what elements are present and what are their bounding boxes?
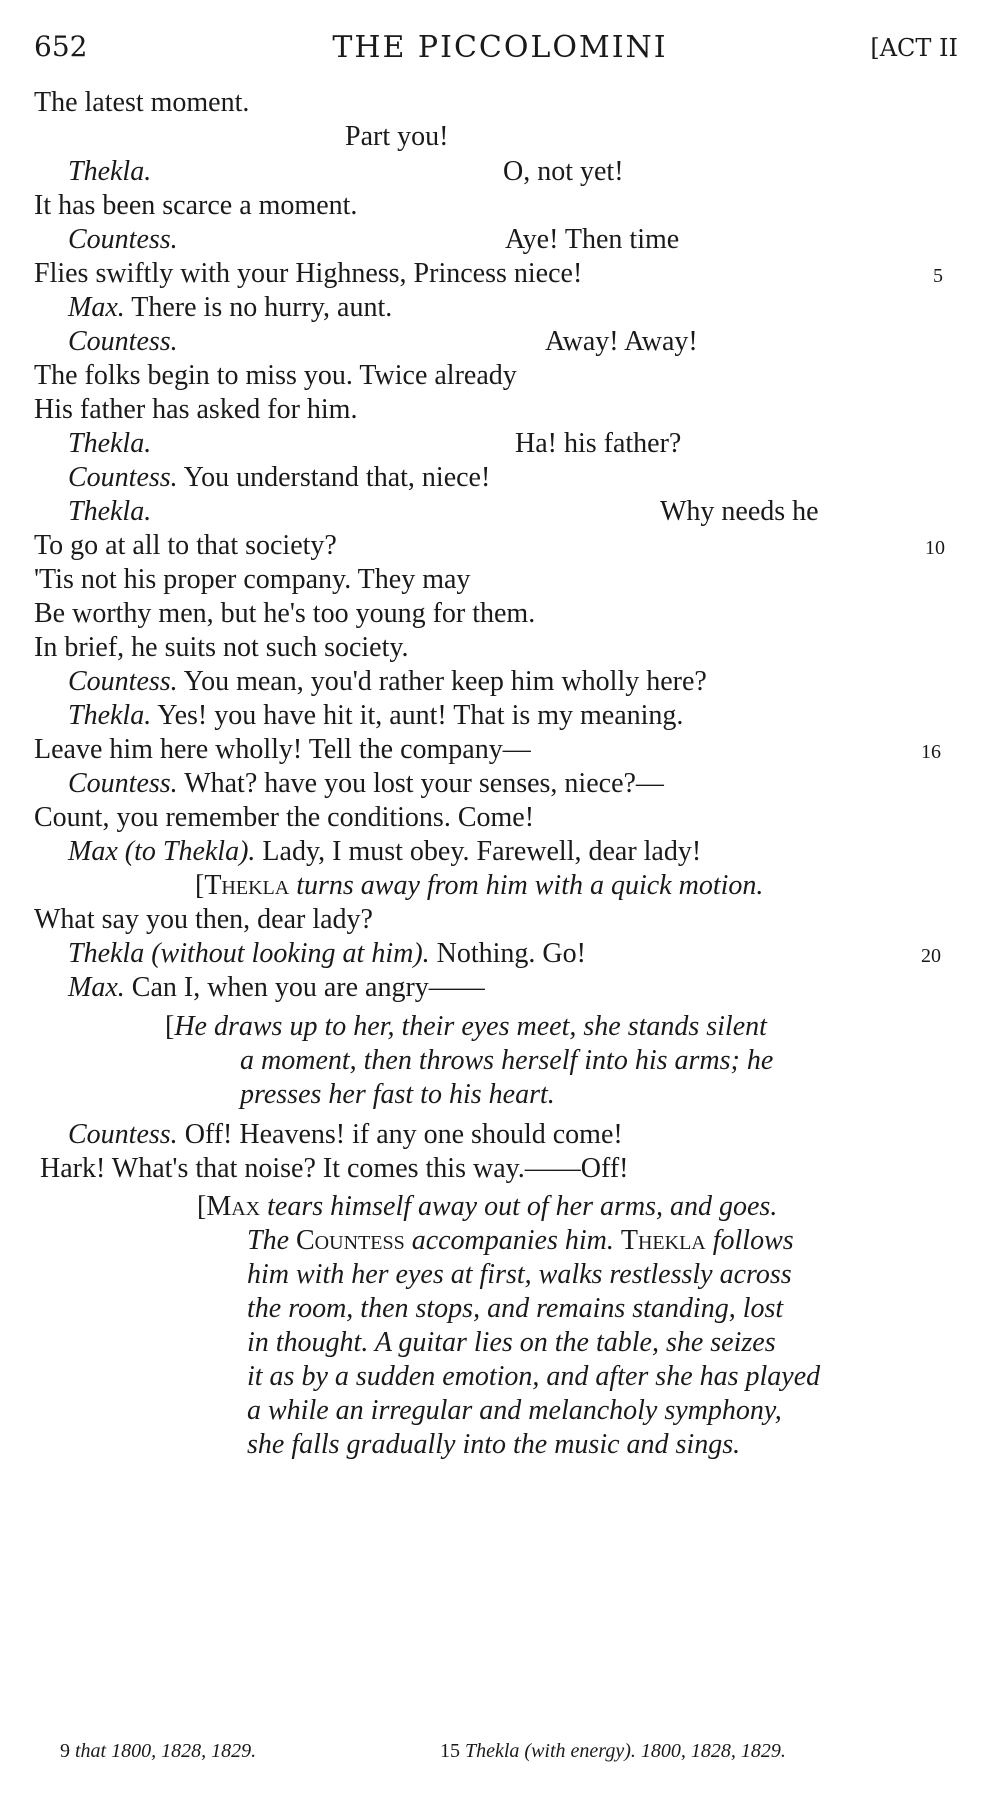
footnote-text: that 1800, 1828, 1829. (75, 1740, 257, 1762)
stage-direction-text: a moment, then throws herself into his arms; he (240, 1045, 774, 1076)
line-number: 20 (921, 945, 941, 967)
speech (68, 665, 707, 699)
character-name: Max (206, 1191, 261, 1222)
footnote-number: 9 (60, 1740, 70, 1762)
verse-line: The latest moment. (34, 87, 250, 118)
speaker-name: Countess. (68, 1119, 178, 1150)
line-number: 16 (921, 741, 941, 763)
verse-line: Part you! (345, 121, 449, 152)
footnote (60, 1740, 256, 1763)
speech-text: Nothing. Go! (436, 938, 586, 969)
speech-text: There is no hurry, aunt. (131, 292, 393, 323)
verse-line: Count, you remember the conditions. Come! (34, 802, 535, 833)
speech (68, 699, 683, 733)
speech (68, 937, 586, 971)
speaker-name: Thekla. (68, 156, 152, 187)
act-marker: [ACT II (870, 34, 958, 62)
speech (68, 291, 392, 325)
speech-text: Off! Heavens! if any one should come! (184, 1119, 623, 1150)
stage-direction: [Thekla turns away from him with a quick motion. (195, 870, 764, 901)
speaker-name: Thekla. (68, 428, 152, 459)
stage-direction-text: a while an irregular and melancholy symphony, (247, 1395, 782, 1426)
verse-line: Away! Away! (545, 326, 698, 357)
stage-direction-text: the room, then stops, and remains standing, lost (247, 1293, 784, 1324)
footnote-number: 15 (440, 1740, 460, 1762)
verse-line: Why needs he (660, 496, 819, 527)
speaker-name: Thekla. (68, 700, 152, 731)
speaker-name: Thekla (68, 938, 145, 969)
stage-direction-text: He draws up to her, their eyes meet, she stands silent (174, 1011, 767, 1042)
verse-line: Leave him here wholly! Tell the company— (34, 734, 531, 765)
character-name: Thekla (204, 870, 290, 901)
speaker-name: Countess. (68, 768, 178, 799)
speaker-name: Max. (68, 972, 125, 1003)
verse-line: To go at all to that society? (34, 530, 337, 561)
stage-direction (247, 1224, 794, 1258)
stage-direction-text: it as by a sudden emotion, and after she has played (247, 1361, 821, 1392)
verse-line: Ha! his father? (515, 428, 682, 459)
stage-direction-text: she falls gradually into the music and sings. (247, 1429, 741, 1460)
stage-direction-inline: (without looking at him). (151, 938, 430, 969)
stage-direction-text: turns away from him with a quick motion. (296, 870, 764, 901)
character-name: Countess (296, 1225, 405, 1256)
speaker-name: Countess. (68, 462, 178, 493)
footnote-text: Thekla (with energy). 1800, 1828, 1829. (465, 1740, 786, 1762)
verse-line: 'Tis not his proper company. They may (34, 564, 471, 595)
speech (68, 971, 485, 1005)
speaker-name: Countess. (68, 666, 178, 697)
speech-text: Can I, when you are angry—— (131, 972, 485, 1003)
stage-direction-inline: (to Thekla). (124, 836, 256, 867)
footnotes (0, 1740, 1000, 1770)
verse-line: Flies swiftly with your Highness, Princess niece! (34, 258, 583, 289)
speech (68, 461, 490, 495)
speech-text: What? have you lost your senses, niece?— (184, 768, 664, 799)
stage-direction-text: him with her eyes at first, walks restlessly across (247, 1259, 792, 1290)
verse-line: In brief, he suits not such society. (34, 632, 409, 663)
character-name: Thekla (620, 1225, 706, 1256)
verse-line: Be worthy men, but he's too young for them. (34, 598, 536, 629)
stage-direction: [He draws up to her, their eyes meet, she stands silent (165, 1011, 767, 1042)
stage-direction-text: tears himself away out of her arms, and goes. (267, 1191, 778, 1222)
speaker-name: Thekla. (68, 496, 152, 527)
stage-direction-text: in thought. A guitar lies on the table, she seizes (247, 1327, 776, 1358)
stage-direction-text: accompanies him. (411, 1225, 614, 1256)
stage-direction-text: presses her fast to his heart. (240, 1079, 555, 1110)
line-number: 5 (933, 265, 943, 287)
speaker-name: Countess. (68, 326, 178, 357)
verse-line: Hark! What's that noise? It comes this way.——Off! (40, 1153, 629, 1184)
speech-text: Lady, I must obey. Farewell, dear lady! (262, 836, 702, 867)
speech-text: Yes! you have hit it, aunt! That is my meaning. (157, 700, 684, 731)
speaker-name: Max. (68, 292, 125, 323)
page-number: 652 (34, 30, 88, 63)
stage-direction-text: follows (712, 1225, 794, 1256)
verse-line: It has been scarce a moment. (34, 190, 358, 221)
footnote (440, 1740, 786, 1763)
verse-line: His father has asked for him. (34, 394, 358, 425)
line-number: 10 (925, 537, 945, 559)
verse-line: What say you then, dear lady? (34, 904, 373, 935)
speech (68, 1118, 623, 1152)
speech (68, 767, 664, 801)
stage-direction-text: The (247, 1225, 289, 1256)
speech (68, 835, 701, 869)
speaker-name: Countess. (68, 224, 178, 255)
speaker-name: Max (68, 836, 118, 867)
running-title: THE PICCOLOMINI (332, 30, 668, 65)
verse-line: Aye! Then time (505, 224, 680, 255)
speech-text: You understand that, niece! (183, 462, 491, 493)
stage-direction: [Max tears himself away out of her arms, and goes. (197, 1191, 778, 1222)
verse-line: The folks begin to miss you. Twice already (34, 360, 517, 391)
page-header (0, 30, 1000, 80)
speech-text: You mean, you'd rather keep him wholly here? (183, 666, 707, 697)
verse-line: O, not yet! (503, 156, 624, 187)
